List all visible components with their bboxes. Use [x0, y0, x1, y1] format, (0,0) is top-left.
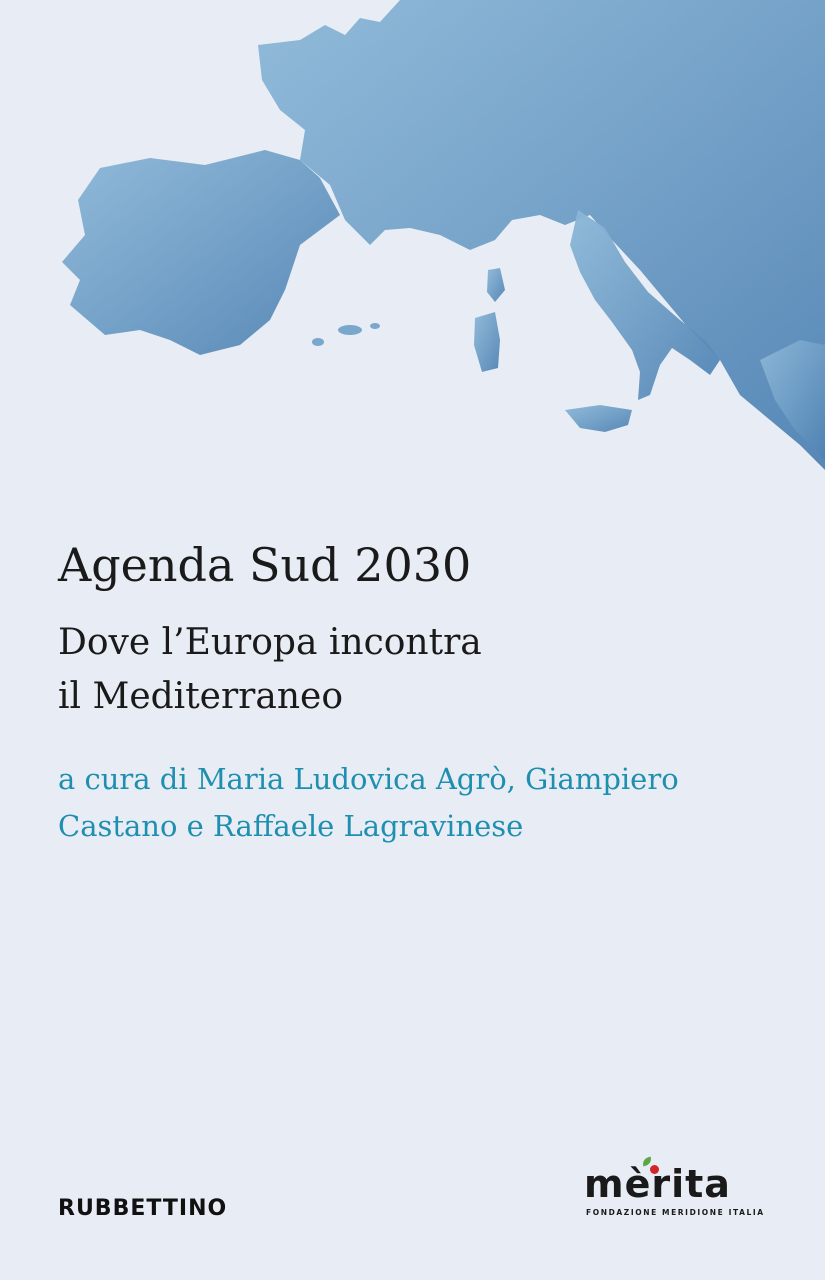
subtitle-line: il Mediterraneo — [58, 676, 344, 717]
central-europe-shape — [258, 0, 825, 470]
corsica-shape — [487, 268, 505, 302]
book-title: Agenda Sud 2030 — [58, 538, 472, 592]
editors-line: Castano e Raffaele Lagravinese — [58, 809, 524, 843]
sicily-shape — [565, 405, 632, 432]
publisher-logo: RUBBETTINO — [58, 1196, 228, 1221]
merita-wordmark: mèrita — [584, 1162, 731, 1206]
sardinia-shape — [474, 312, 500, 372]
iberia-shape — [62, 150, 340, 355]
merita-tagline: FONDAZIONE MERIDIONE ITALIA — [586, 1208, 765, 1217]
book-subtitle — [58, 616, 778, 724]
subtitle-line: Dove l’Europa incontra — [58, 622, 482, 663]
editors-line: a cura di Maria Ludovica Agrò, Giampiero — [58, 762, 679, 796]
editors-credit — [58, 756, 818, 850]
merita-foundation-logo — [584, 1164, 769, 1224]
balearic-island — [338, 325, 362, 335]
europe-map-illustration — [0, 0, 825, 470]
balearic-island — [312, 338, 324, 346]
balearic-island — [370, 323, 380, 329]
